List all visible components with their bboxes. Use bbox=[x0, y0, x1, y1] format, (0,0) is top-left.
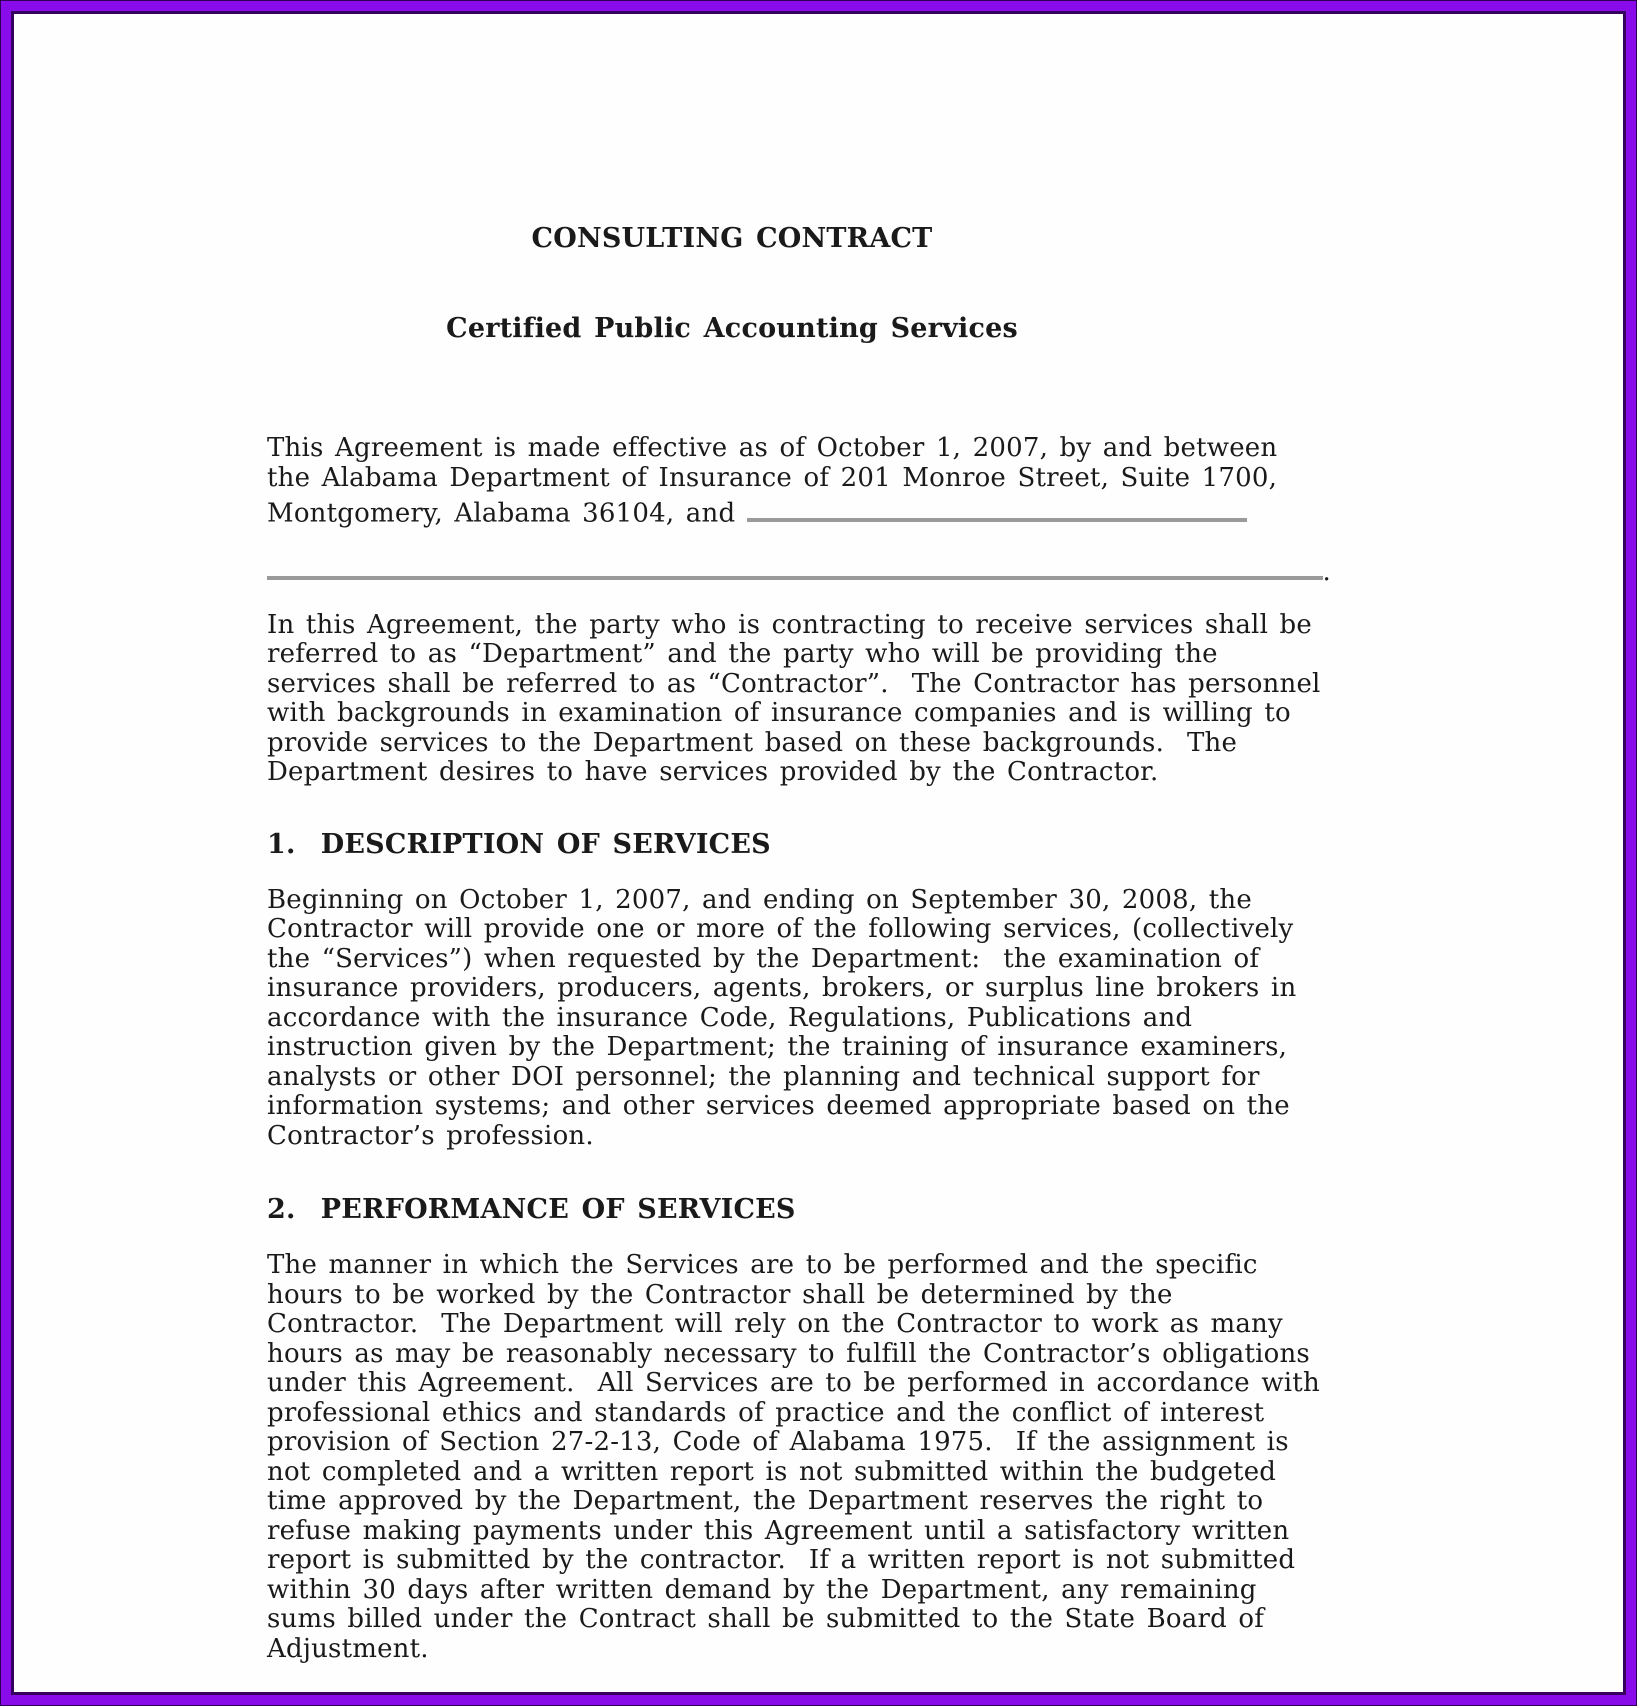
document-title: CONSULTING CONTRACT bbox=[531, 223, 933, 254]
section-1-body: Beginning on October 1, 2007, and ending on September 30, 2008, the Contractor will provide one or more of the following services, (collectively the “Services”) when requested by the Department: the examination of insurance providers, producers, agents, brokers, or surplus line brokers in accordance with the insurance Code, Regulations, Publications and instruction given by the Department; the training of insurance examiners, analysts or other DOI personnel; the planning and technical support for information systems; and other services deemed appropriate based on the Contractor’s profession. bbox=[267, 884, 1308, 1151]
fill-in-blank-line-1 bbox=[747, 493, 1247, 522]
section-2-body: The manner in which the Services are to be performed and the specific hours to be worked by the Contractor shall be determined by the Contractor. The Department will rely on the Contractor to work as many hours as may be reasonably necessary to fulfill the Contractor’s obligations under this Agreement. All Services are to be performed in accordance with professional ethics and standards of practice and the conflict of interest provision of Section 27-2-13, Code of Alabama 1975. If the assignment is not completed and a written report is not submitted within the budgeted time approved by the Department, the Department reserves the right to refuse making payments under this Agreement until a satisfactory written report is submitted by the contractor. If a written report is not submitted within 30 days after written demand by the Department, any remaining sums billed under the Contract shall be submitted to the State Board of Adjustment. bbox=[267, 1250, 1332, 1664]
blank-line-period: . bbox=[1322, 556, 1331, 587]
section-performance-of-services bbox=[267, 1195, 1331, 1664]
document-page bbox=[11, 11, 1626, 1695]
section-2-heading: 2. PERFORMANCE OF SERVICES bbox=[267, 1194, 796, 1226]
intro-paragraph bbox=[267, 434, 1331, 529]
document-title-block bbox=[267, 164, 1197, 404]
document-content bbox=[14, 14, 1623, 1664]
parties-paragraph: In this Agreement, the party who is contracting to receive services shall be referred to as “Department” and the party who will be providing the services shall be referred to as “Contractor”. The Contractor has personnel with backgrounds in examination of insurance companies and is willing to provide services to the Department based on these backgrounds. The Department desires to have services provided by the Contractor. bbox=[267, 609, 1333, 788]
section-description-of-services bbox=[267, 830, 1331, 1152]
document-subtitle: Certified Public Accounting Services bbox=[446, 313, 1018, 344]
fill-in-blank-line-2 bbox=[267, 555, 1323, 580]
fill-in-blank-line-2-row bbox=[267, 555, 1331, 585]
section-1-heading: 1. DESCRIPTION OF SERVICES bbox=[267, 828, 771, 860]
intro-opening-text: This Agreement is made effective as of October 1, 2007, by and between the Alabama Department of Insurance of 201 Monroe Street, Suite 1700, Montgomery, Alabama 36104, and bbox=[267, 433, 1289, 529]
